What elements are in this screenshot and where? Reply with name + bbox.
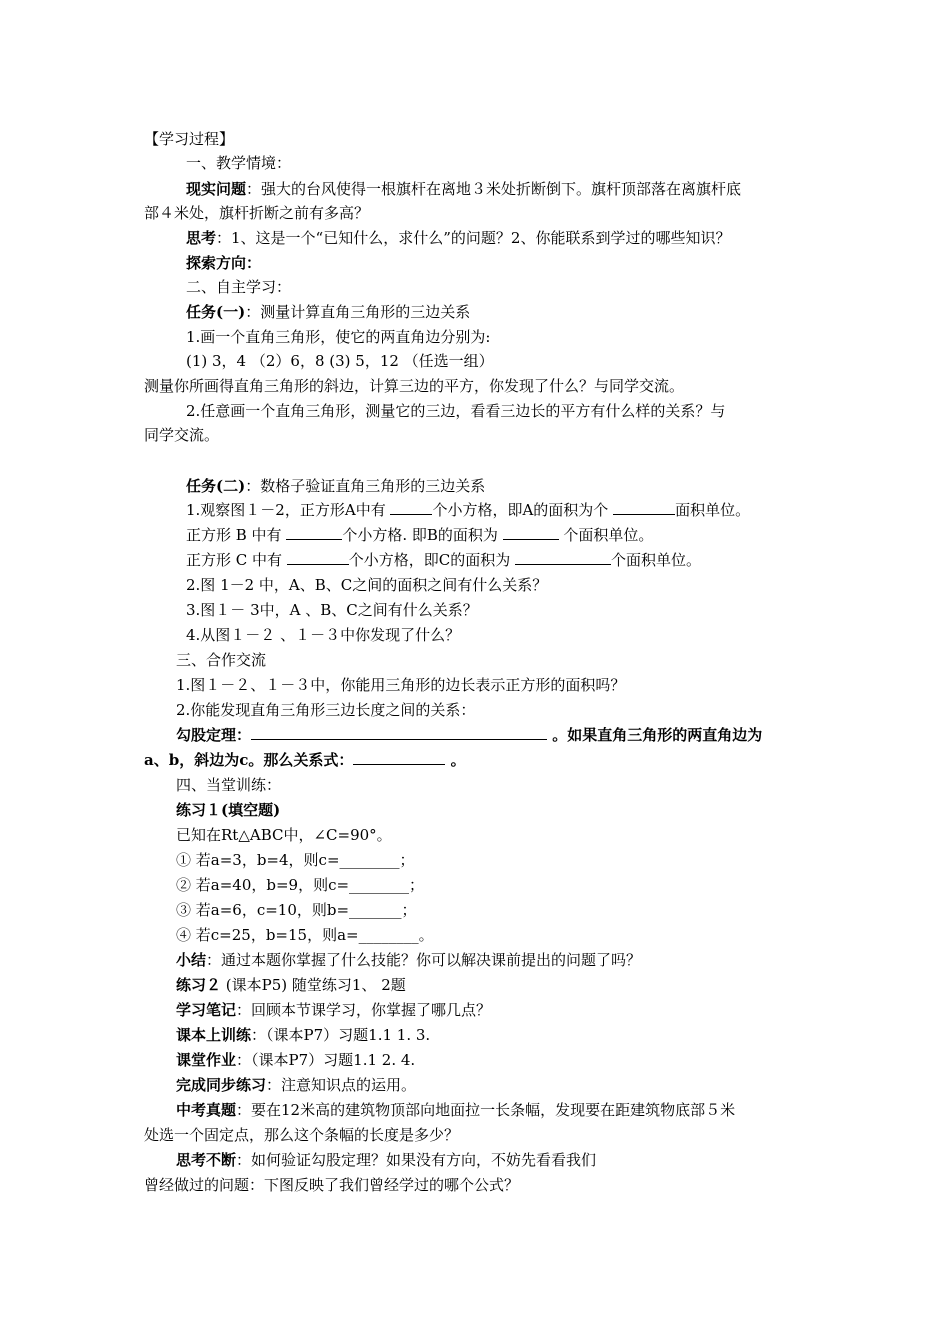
text: 个面积单位。 (611, 551, 702, 569)
homework-line (176, 1049, 415, 1071)
blank-line (287, 550, 349, 565)
text: ：强大的台风使得一根旗杆在离地３米处折断倒下。旗杆顶部落在离旗杆底 (246, 180, 742, 198)
blank-line (390, 500, 432, 515)
task-one-step-2-cont (144, 424, 219, 446)
heading-self-study (186, 276, 291, 298)
bold-label: 勾股定理： (176, 726, 252, 744)
text: 探索方向： (186, 254, 262, 272)
exam-question-line (176, 1099, 735, 1121)
text: 1.图１－２、１－３中，你能用三角形的边长表示正方形的面积吗？ (176, 676, 626, 694)
text: 4.从图１－２ 、１－３中你发现了什么？ (186, 626, 461, 644)
bold-label: 小结 (176, 951, 207, 969)
text: ③ 若a=6，c=10，则b=_______； (176, 901, 417, 919)
text: 二、自主学习： (186, 278, 292, 296)
task-one-options (186, 350, 494, 372)
task-two-line (186, 475, 485, 497)
bold-label: 练习２ (176, 976, 222, 994)
text: 。 (445, 751, 466, 769)
text: 已知在Rt△ABC中，∠C=90°。 (176, 826, 392, 844)
blank-line (251, 725, 547, 740)
text: ② 若a=40，b=9，则c=________； (176, 876, 425, 894)
text: 一、教学情境： (186, 154, 292, 172)
text: 2.图 1－2 中，A、B、C之间的面积之间有什么关系？ (186, 576, 548, 594)
bold-label: 课本上训练 (176, 1026, 252, 1044)
study-notes-line (176, 999, 491, 1021)
text: 测量你所画得直角三角形的斜边，计算三边的平方，你发现了什么？与同学交流。 (144, 377, 685, 395)
task-one-step-2 (186, 400, 725, 422)
exercise-1-item-4 (176, 924, 434, 946)
text: ：注意知识点的运用。 (266, 1076, 417, 1094)
pythagorean-theorem-line (176, 724, 762, 746)
exam-question-line-2 (144, 1124, 459, 1146)
task-one-measure (144, 375, 684, 397)
question-4 (186, 624, 460, 646)
text: 2.你能发现直角三角形三边长度之间的关系： (176, 701, 476, 719)
think-line (186, 227, 730, 249)
blank-line (503, 525, 559, 540)
square-c-line (186, 549, 701, 571)
bold-label: 思考 (186, 229, 217, 247)
heading-classroom-training (176, 774, 281, 796)
question-3 (186, 599, 478, 621)
exercise-1-item-2 (176, 874, 424, 896)
exercise-1-item-1 (176, 849, 415, 871)
question-2 (186, 574, 547, 596)
text: 。如果直角三角形的两直角边为 (547, 726, 763, 744)
text: ：如何验证勾股定理？如果没有方向，不妨先看看我们 (236, 1151, 597, 1169)
text: (1) 3，4 （2）6，8 (3) 5，12 （任选一组） (186, 352, 494, 370)
text: 曾经做过的问题：下图反映了我们曾经学过的哪个公式？ (144, 1176, 520, 1194)
text: 三、合作交流 (176, 651, 267, 669)
bold-label: 课堂作业 (176, 1051, 237, 1069)
bold-label: 现实问题 (186, 180, 247, 198)
text: 正方形 C 中有 (186, 551, 287, 569)
task-one-line (186, 301, 470, 323)
text: 【学习过程】 (144, 130, 235, 148)
text: ：通过本题你掌握了什么技能？你可以解决课前提出的问题了吗？ (206, 951, 642, 969)
blank-line (515, 550, 611, 565)
bold-label: 完成同步练习 (176, 1076, 267, 1094)
heading-cooperation (176, 649, 266, 671)
text: 3.图１－ 3中，A 、B、C之间有什么关系？ (186, 601, 478, 619)
text: ：（课本P7）习题1.1 2. 4. (236, 1051, 416, 1069)
heading-teaching-scenario (186, 152, 291, 174)
text: 同学交流。 (144, 426, 220, 444)
text: ：数格子验证直角三角形的三边关系 (245, 477, 486, 495)
text: ：测量计算直角三角形的三边关系 (245, 303, 471, 321)
text: 1.观察图１－2，正方形A中有 (186, 501, 391, 519)
task-one-step-1 (186, 326, 490, 348)
text: (课本P5) 随堂练习1、 2题 (221, 976, 406, 994)
blank-line (286, 525, 342, 540)
square-b-line (186, 524, 653, 546)
text: 个面积单位。 (558, 526, 654, 544)
real-problem-line-2 (144, 202, 369, 224)
summary-line (176, 949, 641, 971)
text: a、b，斜边为c。那么关系式： (144, 751, 354, 769)
exercise-2-line (176, 974, 406, 996)
text: ：要在12米高的建筑物顶部向地面拉一长条幅，发现要在距建筑物底部５米 (236, 1101, 736, 1119)
blank-line (613, 500, 675, 515)
text: 个小方格. 即B的面积为 (342, 526, 503, 544)
sync-practice-line (176, 1074, 416, 1096)
text: ：（课本P7）习题1.1 1. 3. (251, 1026, 431, 1044)
blank-line (353, 750, 445, 765)
text: 个小方格，即C的面积为 (348, 551, 516, 569)
bold-label: 思考不断 (176, 1151, 237, 1169)
textbook-training-line (176, 1024, 430, 1046)
real-problem-line (186, 178, 741, 200)
text: 正方形 B 中有 (186, 526, 287, 544)
text: 练习１(填空题) (176, 801, 281, 819)
keep-thinking-line-2 (144, 1174, 519, 1196)
explore-direction (186, 252, 261, 274)
bold-label: 中考真题 (176, 1101, 237, 1119)
text: 个小方格，即A的面积为个 (432, 501, 614, 519)
text: 部４米处，旗杆折断之前有多高？ (144, 204, 370, 222)
section-heading-learning-process (144, 128, 234, 150)
text: 处选一个固定点，那么这个条幅的长度是多少？ (144, 1126, 460, 1144)
bold-label: 任务(一) (186, 303, 246, 321)
square-a-line (186, 499, 750, 521)
cooperation-q1 (176, 674, 625, 696)
keep-thinking-line (176, 1149, 596, 1171)
bold-label: 学习笔记 (176, 1001, 237, 1019)
text: ：1、这是一个“已知什么，求什么”的问题？2、你能联系到学过的哪些知识？ (216, 229, 731, 247)
exercise-1-heading (176, 799, 280, 821)
text: 四、当堂训练： (176, 776, 282, 794)
exercise-1-item-3 (176, 899, 417, 921)
text: ：回顾本节课学习，你掌握了哪几点？ (236, 1001, 492, 1019)
relation-formula-line (144, 749, 466, 771)
text: 2.任意画一个直角三角形，测量它的三边，看看三边长的平方有什么样的关系？与 (186, 402, 726, 420)
text: ④ 若c=25，b=15，则a=________。 (176, 926, 434, 944)
text: 面积单位。 (675, 501, 751, 519)
text: ① 若a=3，b=4，则c=________； (176, 851, 415, 869)
exercise-1-given (176, 824, 392, 846)
cooperation-q2 (176, 699, 475, 721)
text: 1.画一个直角三角形，使它的两直角边分别为: (186, 328, 491, 346)
bold-label: 任务(二) (186, 477, 246, 495)
